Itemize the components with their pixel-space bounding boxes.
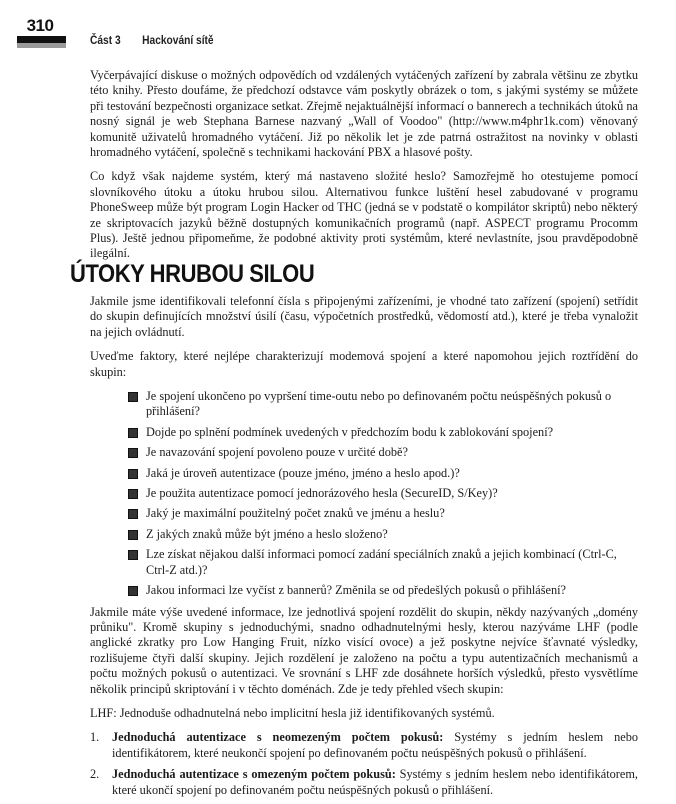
- section-heading: ÚTOKY HRUBOU SILOU: [70, 260, 315, 288]
- chapter-title: Hackování sítě: [142, 33, 214, 47]
- group-item: [90, 730, 638, 761]
- list-item: Dojde po splnění podmínek uvedených v předchozím bodu k zablokování spojení?: [128, 425, 638, 440]
- bullet-square-icon: [128, 469, 138, 479]
- bullet-square-icon: [128, 448, 138, 458]
- paragraph: Vyčerpávající diskuse o možných odpovědích od vzdálených vytáčených zařízení by zabrala většinu ze zbytku této knihy. Přesto doufáme, že předchozí odstavce vám poskytly obrázek o tom, s jakými systémy se můžete při testování bezpečnosti organizace setkat. Zřejmě nejaktuálnější informací o bannerech a technikách útoků na nosný signál je web Stephana Barnese nazvaný „Wall of Voodoo" (http://www.m4phr1k.com) věnovaný komunitě uživatelů hromadného vytáčení. Již po několik let je zde patrná ostražitost na novinky v oblasti hromadného vytáčení, společně s technikami hackování PBX a hlasové pošty.: [90, 68, 638, 160]
- bullet-square-icon: [128, 550, 138, 560]
- part-label: Část 3: [90, 33, 121, 47]
- list-item: Jaký je maximální použitelný počet znaků ve jménu a heslu?: [128, 506, 638, 521]
- group-description: Systémy s jedním heslem nebo identifikátorem, které neukončí spojení po definovaném počtu neúspěšných pokusů o přihlášení.: [112, 730, 639, 760]
- list-item: Je použita autentizace pomocí jednorázového hesla (SecureID, S/Key)?: [128, 486, 638, 501]
- paragraph: Jakmile máte výše uvedené informace, lze jednotlivá spojení rozdělit do skupin, někdy nazývaných „domény průniku". Kromě skupiny s jednoduchými, snadno odhadnutelnými hesly, kterou nazýváme LHF (podle anglické zkratky pro Low Hanging Fruit, nízko visící ovoce) a jež poskytne nejvíce šťavnaté výsledky, rozlišujeme čtyři další skupiny. Jejich rozdělení je založeno na počtu a typu autentizačních mechanismů a počtu možných pokusů o autentizaci. Ve srovnání s LHF zde dosáhnete horších výsledků, přesto vysvětlíme několik principů skriptování i v těchto doménách. Zde je tedy přehled všech skupin:: [90, 604, 638, 696]
- lhf-definition: LHF: Jednoduše odhadnutelná nebo implicitní hesla již identifikovaných systémů.: [90, 705, 495, 720]
- list-item: Je spojení ukončeno po vypršení time-outu nebo po definovaném počtu neúspěšných pokusů o přihlášení?: [128, 389, 638, 420]
- section-body: [90, 294, 638, 804]
- group-number: 2.: [90, 767, 100, 782]
- group-list: [90, 730, 638, 798]
- group-title: Jednoduchá autentizace s neomezeným počtem pokusů:: [112, 730, 444, 745]
- page-bar-gray: [17, 43, 66, 48]
- running-header: [90, 33, 214, 47]
- intro-text: [90, 68, 638, 271]
- page-number: 310: [26, 16, 54, 35]
- paragraph: Uveďme faktory, které nejlépe charakterizují modemová spojení a které napomohou jejich roztřídění do skupin:: [90, 349, 638, 379]
- bullet-square-icon: [128, 489, 138, 499]
- bullet-square-icon: [128, 392, 138, 402]
- bullet-square-icon: [128, 509, 138, 519]
- factor-list: [90, 389, 638, 598]
- paragraph: Jakmile jsme identifikovali telefonní čísla s připojenými zařízeními, je vhodné tato zařízení (spojení) setřídit do skupin definujících množství úsilí (času, výpočetních prostředků, vědomostí atd.), které je třeba vynaložit na jejich ovládnutí.: [90, 294, 638, 339]
- list-item: Z jakých znaků může být jméno a heslo složeno?: [128, 527, 638, 542]
- group-number: 1.: [90, 730, 100, 745]
- page-number-bar: [17, 36, 66, 48]
- list-item: Je navazování spojení povoleno pouze v určité době?: [128, 445, 638, 460]
- list-item: Jaká je úroveň autentizace (pouze jméno, jméno a heslo apod.)?: [128, 466, 638, 481]
- group-title: Jednoduchá autentizace s omezeným počtem pokusů:: [112, 767, 396, 782]
- paragraph: Co když však najdeme systém, který má nastaveno složité heslo? Samozřejmě ho otestujeme pomocí slovníkového útoku a útoku hrubou silou. Alternativou funkce luštění hesel zabudované v programu PhoneSweep může být program Login Hacker od THC (jedná se v podstatě o kompilátor skriptů) nebo některý ze skriptovacích jazyků běžně dostupných komunikačních programů (např. ASPECT programu Procomm Plus). Ještě jednou připomeňme, že podobné aktivity proti systémům, které nevlastníte, jsou pravděpodobně ilegální.: [90, 169, 638, 261]
- list-item: Lze získat nějakou další informaci pomocí zadání speciálních znaků a jejich kombinací (Ctrl-C, Ctrl-Z atd.)?: [128, 547, 638, 578]
- group-description: Systémy s jedním heslem nebo identifikátorem, které ukončí spojení po definovaném počtu neúspěšných pokusů o přihlášení.: [112, 767, 639, 797]
- bullet-square-icon: [128, 530, 138, 540]
- bullet-square-icon: [128, 586, 138, 596]
- page-bar-dark: [17, 36, 66, 43]
- group-item: [90, 767, 638, 798]
- bullet-square-icon: [128, 428, 138, 438]
- list-item: Jakou informaci lze vyčíst z bannerů? Změnila se od předešlých pokusů o přihlášení?: [128, 583, 638, 598]
